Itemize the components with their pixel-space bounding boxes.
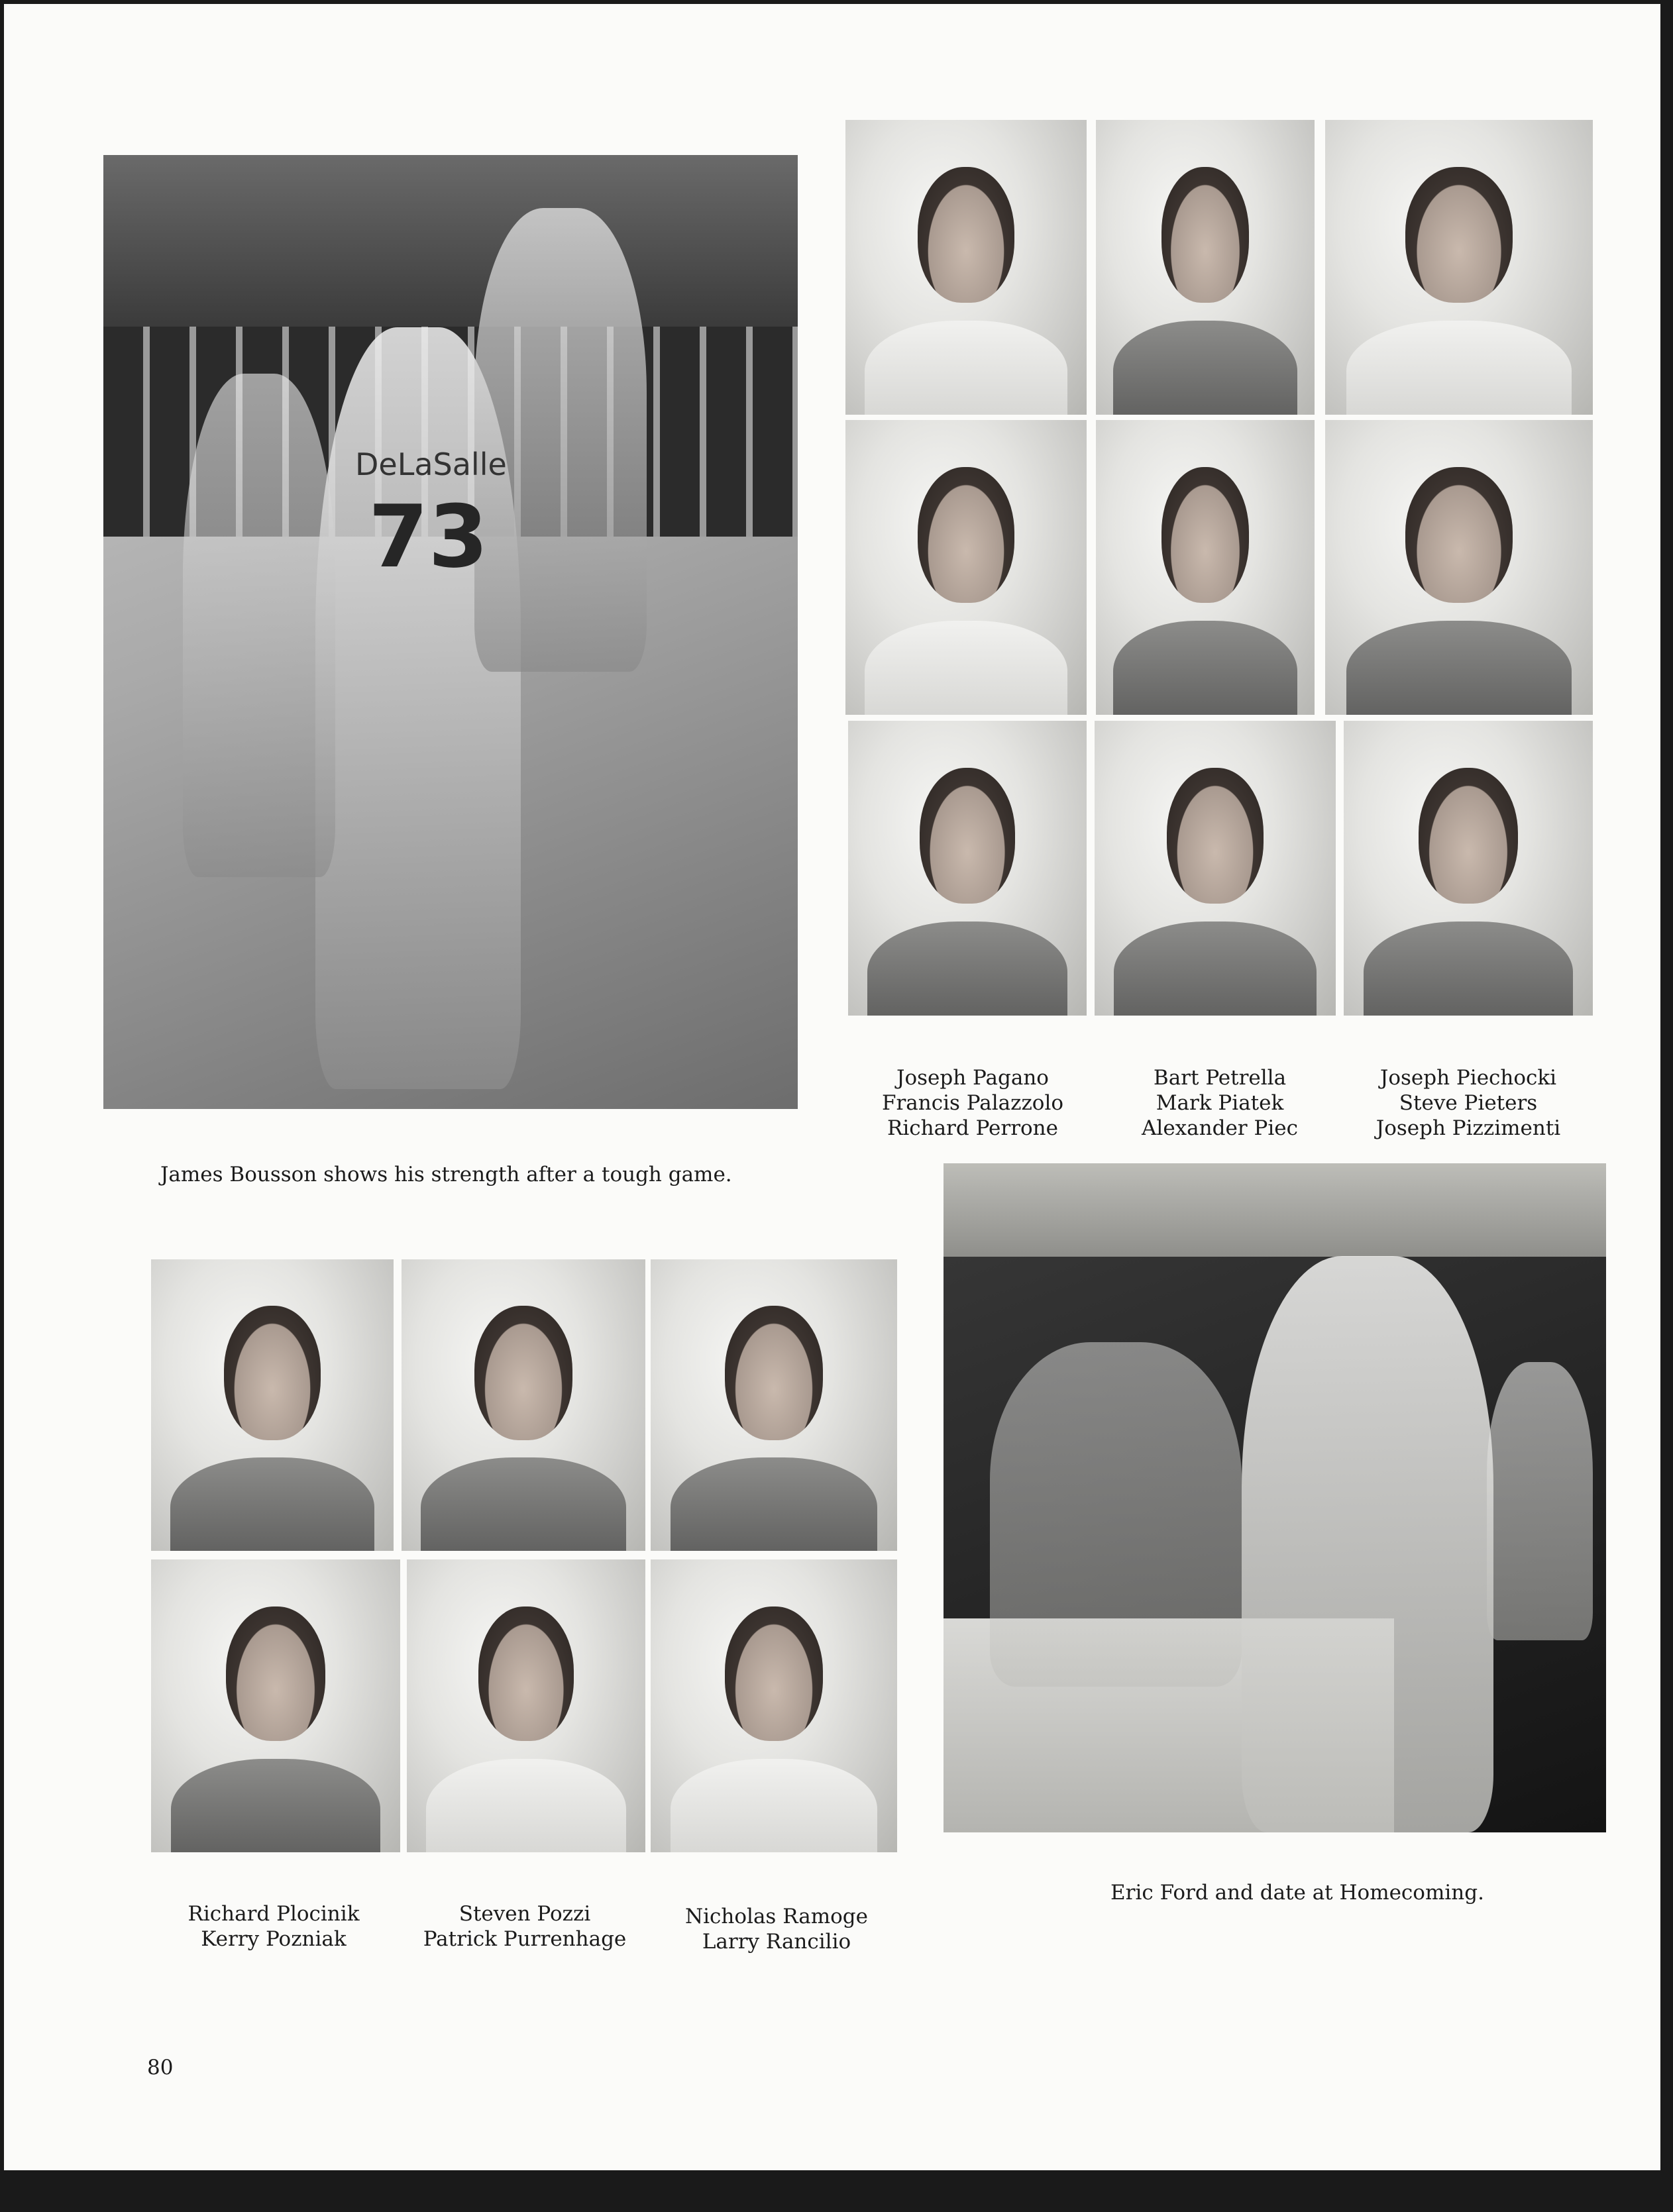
football-photo-caption: James Bousson shows his strength after a tough game. bbox=[160, 1163, 732, 1186]
portrait bbox=[151, 1259, 394, 1551]
jersey-number: 73 bbox=[368, 486, 488, 587]
student-name: Joseph Piechocki bbox=[1379, 1066, 1557, 1090]
portrait bbox=[651, 1259, 897, 1551]
portrait bbox=[1325, 420, 1593, 715]
portrait bbox=[1325, 120, 1593, 415]
student-name: Richard Plocinik bbox=[188, 1902, 360, 1926]
portrait bbox=[845, 120, 1087, 415]
portrait bbox=[1096, 420, 1315, 715]
student-name: Nicholas Ramoge bbox=[685, 1905, 868, 1928]
name-column bbox=[151, 1901, 396, 1952]
portrait bbox=[848, 721, 1087, 1016]
name-column bbox=[651, 1904, 902, 1954]
portrait bbox=[407, 1559, 645, 1852]
portrait bbox=[1095, 721, 1336, 1016]
jersey-text: DeLaSalle bbox=[355, 447, 507, 482]
student-name: Larry Rancilio bbox=[702, 1930, 851, 1954]
portrait bbox=[651, 1559, 897, 1852]
student-name: Steven Pozzi bbox=[459, 1902, 591, 1926]
portrait bbox=[1344, 721, 1593, 1016]
name-column bbox=[1336, 1065, 1601, 1141]
student-name: Joseph Pagano bbox=[896, 1066, 1049, 1090]
portrait bbox=[1096, 120, 1315, 415]
portrait bbox=[845, 420, 1087, 715]
student-name: Steve Pieters bbox=[1399, 1091, 1538, 1115]
student-name: Alexander Piec bbox=[1142, 1116, 1298, 1140]
student-name: Francis Palazzolo bbox=[881, 1091, 1064, 1115]
student-name: Kerry Pozniak bbox=[201, 1927, 347, 1951]
student-name: Mark Piatek bbox=[1156, 1091, 1284, 1115]
yearbook-page bbox=[4, 4, 1660, 2170]
portrait bbox=[402, 1259, 645, 1551]
student-name: Joseph Pizzimenti bbox=[1376, 1116, 1561, 1140]
name-column bbox=[1091, 1065, 1349, 1141]
homecoming-photo bbox=[944, 1163, 1606, 1832]
homecoming-photo-caption: Eric Ford and date at Homecoming. bbox=[1110, 1881, 1484, 1905]
student-name: Patrick Purrenhage bbox=[423, 1927, 627, 1951]
page-number: 80 bbox=[147, 2056, 174, 2080]
portrait bbox=[151, 1559, 400, 1852]
football-photo bbox=[103, 155, 798, 1109]
name-column bbox=[399, 1901, 651, 1952]
student-name: Bart Petrella bbox=[1153, 1066, 1287, 1090]
name-column bbox=[840, 1065, 1105, 1141]
student-name: Richard Perrone bbox=[887, 1116, 1058, 1140]
